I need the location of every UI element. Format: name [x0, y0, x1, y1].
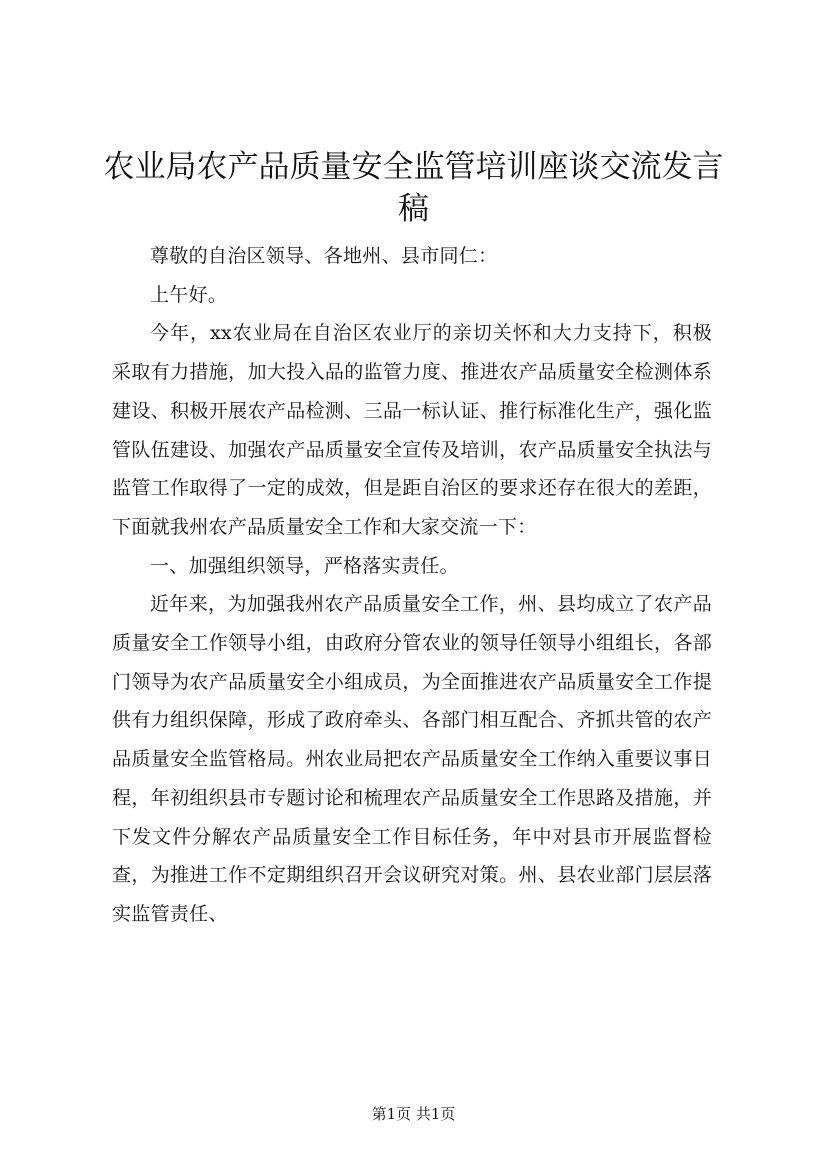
paragraph-salutation: 尊敬的自治区领导、各地州、县市同仁： — [150, 245, 498, 267]
paragraph-greeting: 上午好。 — [150, 283, 228, 306]
document-title: 农业局农产品质量安全监管培训座谈交流发言稿 — [103, 149, 724, 227]
page-footer: 第1页 共1页 — [371, 1105, 456, 1123]
paragraph-section-1: 近年来，为加强我州农产品质量安全工作，州、县均成立了农产品质量安全工作领导小组，由政府分管农业的领导任领导小组组长，各部门领导为农产品质量安全小组成员，为全面推进农产品质量安全工作提供有力组织保障，形成了政府牵头、各部门相互配合、齐抓共管的农产品质量安全监管格局。州农业局把农产品质量安全工作纳入重要议事日程，年初组织县市专题讨论和梳理农产品质量安全工作思路及措施，并下发文件分解农产品质量安全工作目标任务，年中对县市开展监督检查，为推进工作不定期组织召开会议研究对策。州、县农业部门层层落实监管责任、 — [112, 593, 712, 925]
document-body — [112, 237, 712, 934]
paragraph-heading-1: 一、加强组织领导，严格落实责任。 — [150, 554, 459, 577]
paragraph-intro: 今年，xx农业局在自治区农业厅的亲切关怀和大力支持下，积极采取有力措施，加大投入品的监管力度、推进农产品质量安全检测体系建设、积极开展农产品检测、三品一标认证、推行标准化生产，强化监管队伍建设、加强农产品质量安全宣传及培训，农产品质量安全执法与监管工作取得了一定的成效，但是距自治区的要求还存在很大的差距，下面就我州农产品质量安全工作和大家交流一下： — [112, 322, 712, 538]
